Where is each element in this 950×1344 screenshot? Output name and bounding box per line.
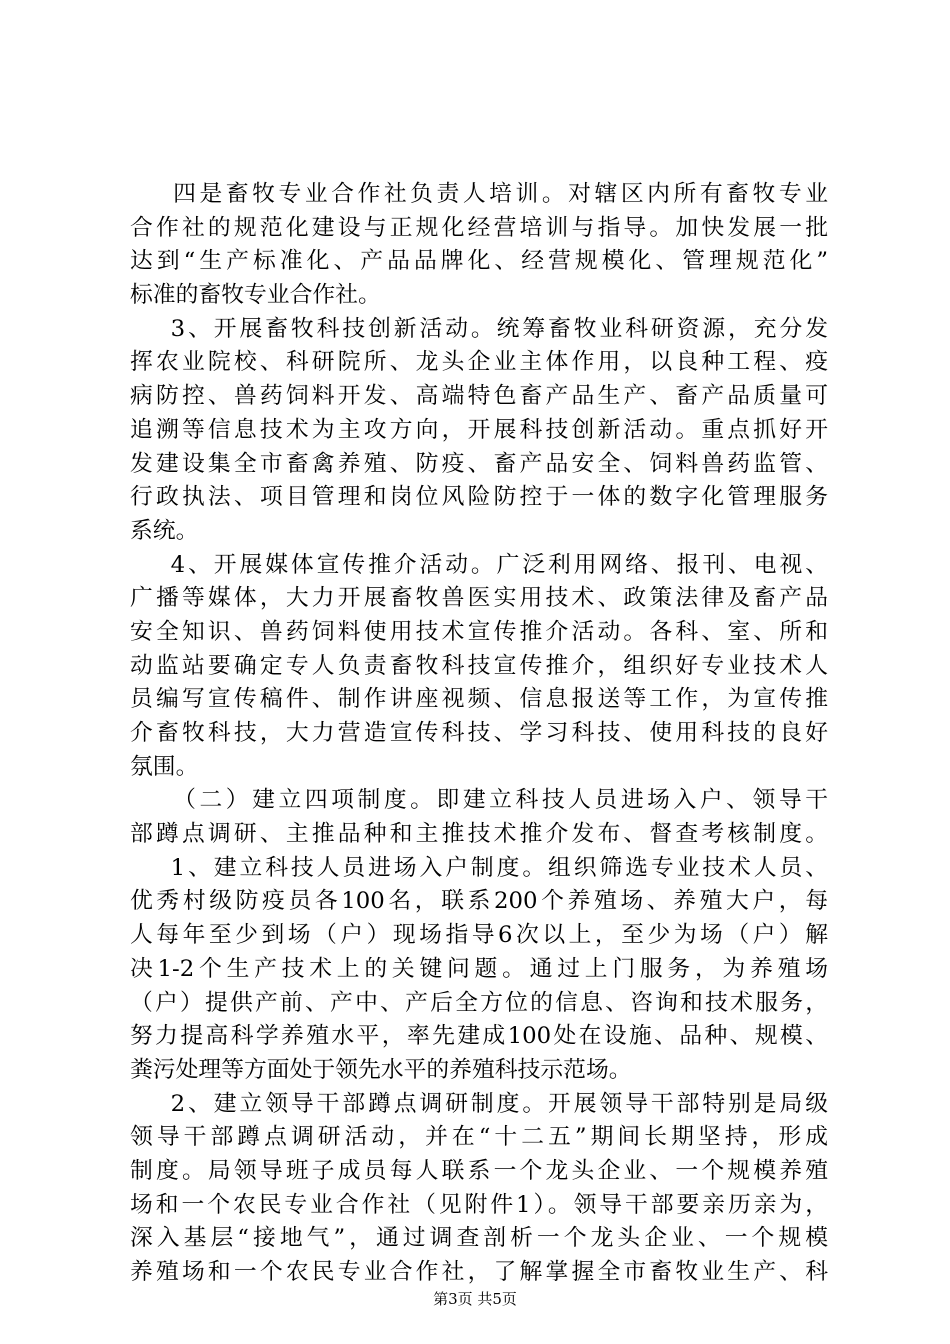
text-line: 养殖场和一个农民专业合作社，了解掌握全市畜牧业生产、科 — [130, 1259, 828, 1285]
text-line: 1、建立科技人员进场入户制度。组织筛选专业技术人员、 — [130, 854, 828, 881]
page-footer — [0, 1289, 950, 1309]
text-line: 安全知识、兽药饲料使用技术宣传推介活动。各科、室、所和 — [130, 618, 828, 645]
text-line: （户）提供产前、产中、产后全方位的信息、咨询和技术服务， — [130, 989, 828, 1016]
text-line: 动监站要确定专人负责畜牧科技宣传推介，组织好专业技术人 — [130, 652, 828, 679]
text-line: 员编写宣传稿件、制作讲座视频、信息报送等工作，为宣传推 — [130, 686, 828, 713]
text-line: 发建设集全市畜禽养殖、防疫、畜产品安全、饲料兽药监管、 — [130, 450, 828, 477]
text-line: 场和一个农民专业合作社（见附件1）。领导干部要亲历亲为， — [130, 1191, 828, 1218]
text-line: 2、建立领导干部蹲点调研制度。开展领导干部特别是局级 — [130, 1090, 828, 1117]
text-line: 追溯等信息技术为主攻方向，开展科技创新活动。重点抓好开 — [130, 416, 828, 443]
text-line: 行政执法、项目管理和岗位风险防控于一体的数字化管理服务 — [130, 484, 828, 511]
text-line: 4、开展媒体宣传推介活动。广泛利用网络、报刊、电视、 — [130, 551, 828, 578]
text-line: 达到“生产标准化、产品品牌化、经营规模化、管理规范化” — [130, 248, 828, 275]
text-line: 系统。 — [130, 517, 199, 544]
text-line: 氛围。 — [130, 753, 199, 780]
text-line: 部蹲点调研、主推品种和主推技术推介发布、督查考核制度。 — [130, 821, 828, 848]
text-line: 广播等媒体，大力开展畜牧兽医实用技术、政策法律及畜产品 — [130, 585, 828, 612]
text-line: 标准的畜牧专业合作社。 — [130, 282, 381, 309]
text-line: （二）建立四项制度。即建立科技人员进场入户、领导干 — [130, 787, 828, 814]
text-line: 领导干部蹲点调研活动，并在“十二五”期间长期坚持，形成 — [130, 1124, 828, 1151]
text-line: 人每年至少到场（户）现场指导6次以上，至少为场（户）解 — [130, 922, 828, 949]
text-line: 病防控、兽药饲料开发、高端特色畜产品生产、畜产品质量可 — [130, 383, 828, 410]
text-line: 深入基层“接地气”，通过调查剖析一个龙头企业、一个规模 — [130, 1225, 828, 1252]
text-line: 决1-2个生产技术上的关键问题。通过上门服务，为养殖场 — [130, 955, 828, 982]
text-line: 介畜牧科技，大力营造宣传科技、学习科技、使用科技的良好 — [130, 720, 828, 746]
document-body — [130, 178, 828, 1290]
text-line: 3、开展畜牧科技创新活动。统筹畜牧业科研资源，充分发 — [130, 315, 828, 342]
page-number: 第3页 共5页 — [433, 1290, 517, 1308]
text-line: 粪污处理等方面处于领先水平的养殖科技示范场。 — [130, 1056, 632, 1083]
text-line: 努力提高科学养殖水平，率先建成100处在设施、品种、规模、 — [130, 1023, 828, 1050]
text-line: 四是畜牧专业合作社负责人培训。对辖区内所有畜牧专业 — [130, 181, 828, 207]
text-line: 制度。局领导班子成员每人联系一个龙头企业、一个规模养殖 — [130, 1157, 828, 1184]
text-line: 合作社的规范化建设与正规化经营培训与指导。加快发展一批 — [130, 214, 828, 241]
text-line: 挥农业院校、科研院所、龙头企业主体作用，以良种工程、疫 — [130, 349, 828, 376]
text-line: 优秀村级防疫员各100名，联系200个养殖场、养殖大户，每 — [130, 888, 828, 915]
